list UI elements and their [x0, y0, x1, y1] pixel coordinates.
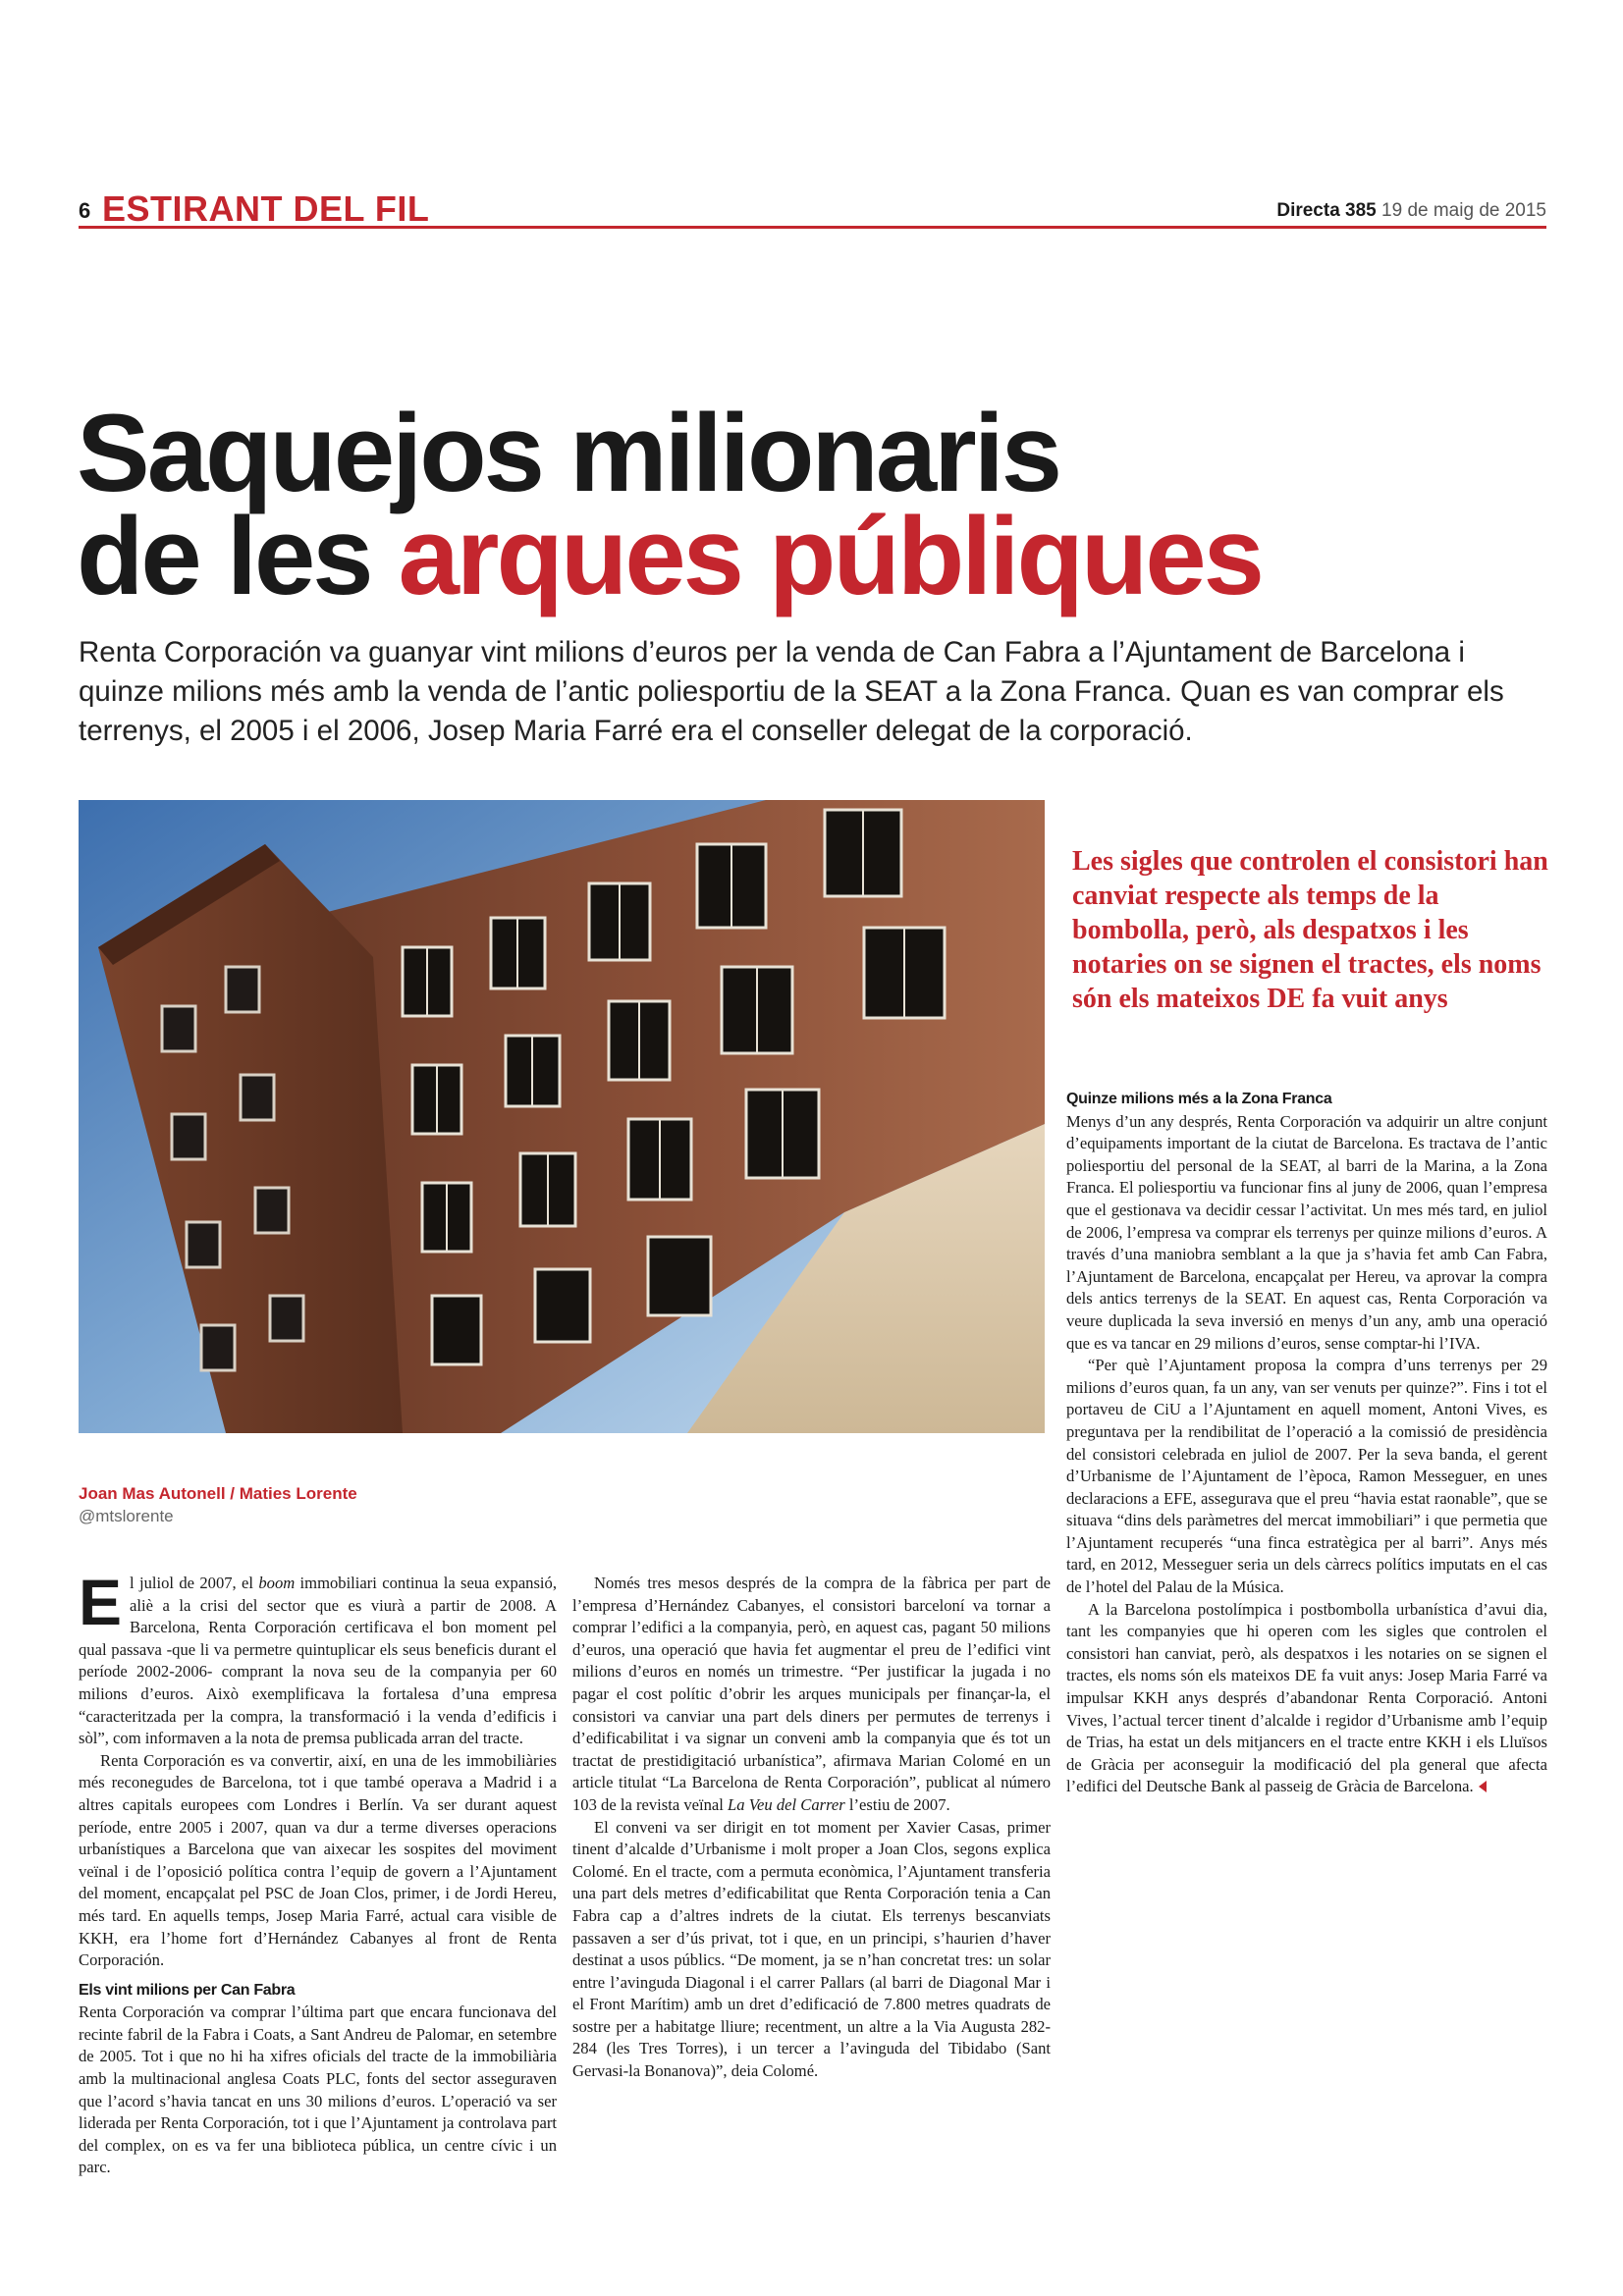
article-photo [79, 800, 1045, 1433]
headline-plain: de les [77, 495, 399, 617]
paragraph-text: immobiliari continua la seua expansió, aliè a la crisi del sector que es viurà a partir de 2008. A Barcelona, Renta Corporación certificava el bon moment pel qual passava -que li va permetre quintuplicar els seus beneficis durant el període 2002-2006- comprant la nova seu de la companyia per 60 milions d’euros. Això exemplificava la fortalesa d’una empresa “caracteritzada per la compra, la transformació i la venda d’edificis i sòl”, com informaven a la nota de premsa publicada arran del tracte. [79, 1574, 557, 1748]
paragraph: “Per què l’Ajuntament proposa la compra d’uns terrenys per 29 milions d’euros quan, fa un any, van ser venuts per quinze?”. Fins i tot el portaveu de CiU a l’Ajuntament en aquell moment, Antoni Vives, es preguntava per la rendibilitat de l’operació a la comissió de presidència del consistori celebrada en juliol de 2007. Per la seva banda, el gerent d’Urbanisme de l’Ajuntament de l’època, Ramon Messeguer, en unes declaracions a EFE, assegurava que el preu “havia estat raonable”, que se situava “dins dels paràmetres del mercat immobiliari” i que permetia que l’Ajuntament recuperés “una finca estratègica per al barri”. Anys més tard, en 2012, Messeguer seria un dels càrrecs polítics imputats en el cas de l’hotel del Palau de la Música. [1066, 1356, 1547, 1597]
paragraph-text: l’estiu de 2007. [844, 1794, 950, 1814]
header-rule [79, 226, 1546, 229]
paragraph-text: A la Barcelona postolímpica i postbombolla urbanística d’avui dia, tant les companyies que hi operen com les sigles que controlen el consistori han canviat, però, als despatxos i les notaries on se signen el tractes, els noms són els mateixos DE fa vuit anys: Josep Maria Farré va impulsar KKH anys després d’abandonar Renta Corporació. Antoni Vives, l’actual tercer tinent d’alcalde i regidor d’Urbanisme amb l’equip de Trias, ha estat un dels mitjancers en el tracte entre KKH i els Lluïsos de Gràcia per aconseguir la modificació del pla general que afecta l’edifici del Deutsche Bank al passeig de Gràcia de Barcelona. [1066, 1599, 1547, 1796]
headline-line-2 [77, 495, 1262, 617]
author-names: Joan Mas Autonell / Maties Lorente [79, 1484, 357, 1503]
paragraph: El conveni va ser dirigit en tot moment per Xavier Casas, primer tinent d’alcalde d’Urbanisme i molt proper a Joan Clos, segons explica Colomé. En el tracte, com a permuta econòmica, l’Ajuntament transferia una part dels metres d’edificabilitat que Renta Corporación tenia a Can Fabra cap a d’altres indrets de la ciutat. Els terrenys bescanviats passaven a ser d’ús privat, tot i que, en un principi, s’haurien d’haver destinat a usos públics. “De moment, ja se n’han concretat tres: un solar entre l’avinguda Diagonal i el carrer Pallars (al barri de Diagonal Mar i el Front Marítim) amb un dret d’edificació de 7.800 metres quadrats de sostre per a habitatge lliure; recentment, un altre a la Via Augusta 282-284 (les Tres Torres), i un tercer a l’avinguda del Tibidabo (Sant Gervasi-la Bonanova)”, deia Colomé. [572, 1817, 1051, 2081]
issue-date: 19 de maig de 2015 [1381, 200, 1546, 221]
body-column-1 [79, 1566, 557, 2179]
pull-quote: Les sigles que controlen el consistori han canviat respecte als temps de la bombolla, però, als despatxos i les notaries on se signen el tractes, els noms són els mateixos DE fa vuit anys [1072, 846, 1548, 1014]
page-number: 6 [79, 198, 91, 223]
issue-info [1276, 200, 1546, 222]
headline-highlight: arques públiques [398, 495, 1262, 617]
paragraph-text: Només tres mesos després de la compra de la fàbrica per part de l’empresa d’Hernández Cabanyes, el consistori barceloní va tornar a comprar l’edifici a la companyia, però, en aquest cas, pagant 50 milions d’euros, una operació que havia fet augmentar el preu de l’edifici vint milions d’euros en només un trimestre. “Per justificar la jugada i no pagar el cost polític d’obrir les arques municipals per finançar-la, el consistori va canviar una part dels diners per permutes de terrenys i d’edificabilitat i va signar un conveni amb la companyia que és tot un tractat de prestidigitació urbanística”, afirmava Marian Colomé en un article titulat “La Barcelona de Renta Corporación”, publicat al número 103 de la revista veïnal [572, 1574, 1051, 1814]
paragraph-emphasis: La Veu del Carrer [728, 1794, 845, 1814]
subhead: Els vint milions per Can Fabra [79, 1981, 296, 1999]
body-column-3 [1066, 1081, 1547, 1798]
drop-cap: E [79, 1566, 123, 1638]
paragraph [79, 1566, 557, 1750]
standfirst: Renta Corporación va guanyar vint milions d’euros per la venda de Can Fabra a l’Ajuntament de Barcelona i quinze milions més amb la venda de l’antic poliesportiu de la SEAT a la Zona Franca. Quan es van comprar els terrenys, el 2005 i el 2006, Josep Maria Farré era el conseller delegat de la corporació. [79, 636, 1504, 747]
subhead: Quinze milions més a la Zona Franca [1066, 1091, 1332, 1107]
author-handle: @mtslorente [79, 1507, 174, 1525]
section-title: ESTIRANT DEL FIL [102, 188, 430, 229]
end-mark-icon [1479, 1781, 1487, 1792]
paragraph: Renta Corporación va comprar l’última part que encara funcionava del recinte fabril de la Fabra i Coats, a Sant Andreu de Palomar, en setembre de 2005. Tot i que no hi ha xifres oficials del tracte de la immobiliària amb la multinacional anglesa Coats PLC, fonts del sector asseguraven que l’acord s’havia tancat en uns 30 milions d’euros. L’operació va ser liderada per Renta Corporación, tot i que l’Ajuntament ja controlava part del complex, on es va fer una biblioteca pública, un centre cívic i un parc. [79, 2002, 557, 2177]
paragraph-text: l juliol de 2007, el [130, 1574, 259, 1592]
paragraph [1066, 1599, 1547, 1798]
headline-line-1: Saquejos milionaris [77, 392, 1060, 514]
issue-name: Directa 385 [1276, 200, 1377, 221]
body-column-2 [572, 1573, 1051, 2083]
paragraph-emphasis: boom [258, 1574, 296, 1592]
paragraph: Renta Corporación es va convertir, així, en una de les immobiliàries més reconegudes de Barcelona, tot i que també operava a Madrid i a altres capitals europees com Londres i Berlín. Va ser durant aquest període, entre 2005 i 2007, quan va dur a terme diverses operacions urbanístiques a Barcelona que van aixecar les sospites del moviment veïnal i de l’oposició política contra l’equip de govern a l’Ajuntament del moment, encapçalat pel PSC de Joan Clos, primer, i de Jordi Hereu, més tard. En aquells temps, Josep Maria Farré, actual cara visible de KKH, era l’home fort d’Hernández Cabanyes al front de Renta Corporación. [79, 1750, 557, 1970]
paragraph [572, 1573, 1051, 1817]
paragraph: Menys d’un any després, Renta Corporación va adquirir un altre conjunt d’equipaments important de la ciutat de Barcelona. Es tractava de l’antic poliesportiu del personal de la SEAT, al barri de la Marina, a la Zona Franca. El poliesportiu va funcionar fins al juny de 2006, quan l’empresa que el gestionava va decidir cessar l’activitat. Un mes més tard, en juliol de 2006, l’empresa va comprar els terrenys per quinze milions d’euros. A través d’una maniobra semblant a la que ja s’havia fet amb Can Fabra, l’Ajuntament de Barcelona, encapçalat per Hereu, va aprovar la compra dels antics terrenys de la SEAT. En aquest cas, Renta Corporación va veure duplicada la seva inversió en menys d’un any, amb una operació que es va tancar en 29 milions d’euros, sense comptar-hi l’IVA. [1066, 1111, 1547, 1353]
